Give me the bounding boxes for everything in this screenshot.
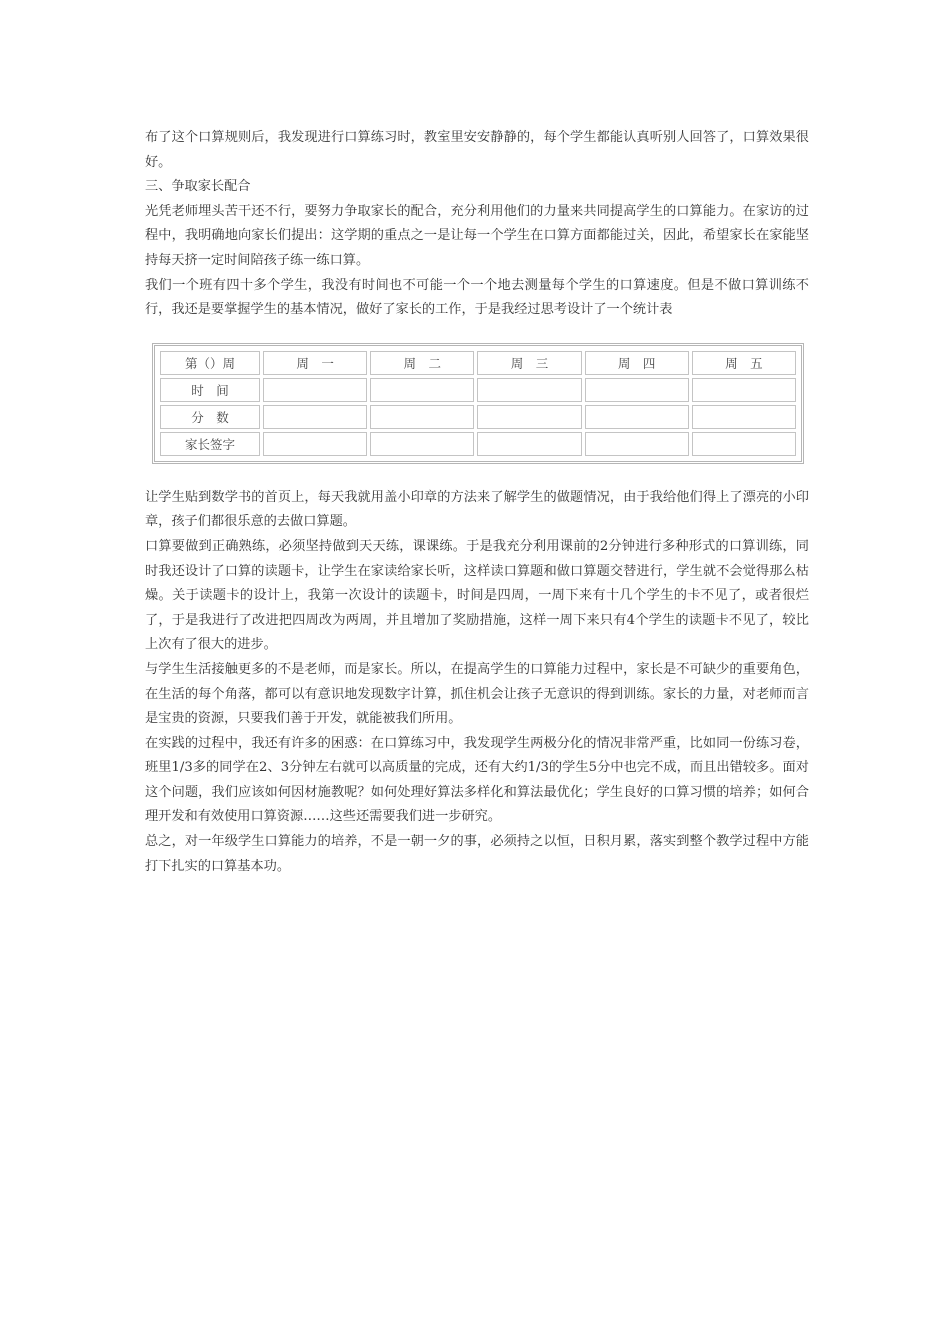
table-cell [692,432,796,456]
table-cell [370,405,474,429]
row-label: 时 间 [160,378,260,402]
table-cell [585,378,689,402]
table-row [160,378,796,402]
table-cell [477,378,581,402]
table-header-cell: 周 一 [263,351,367,375]
table-cell [477,432,581,456]
table-header-row [160,351,796,375]
section-heading: 三、争取家长配合 [145,179,251,195]
table-row [160,432,796,456]
paragraph: 在实践的过程中，我还有许多的困惑：在口算练习中，我发现学生两极分化的情况非常严重，比如同一份练习卷，班里1/3多的同学在2、3分钟左右就可以高质量的完成，还有大约1/3的学生5分中也完不成，而且出错较多。面对这个问题，我们应该如何因材施教呢？如何处理好算法多样化和算法最优化；学生良好的口算习惯的培养；如何合理开发和有效使用口算资源……这些还需要我们进一步研究。 [145,735,809,825]
paragraph: 我们一个班有四十多个学生，我没有时间也不可能一个一个地去测量每个学生的口算速度。但是不做口算训练不行，我还是要掌握学生的基本情况，做好了家长的工作，于是我经过思考设计了一个统计表 [145,277,809,318]
paragraph: 总之，对一年级学生口算能力的培养，不是一朝一夕的事，必须持之以恒，日积月累，落实到整个教学过程中方能打下扎实的口算基本功。 [145,834,809,874]
table-header-cell: 周 五 [692,351,796,375]
table-header-cell: 周 二 [370,351,474,375]
table-cell [477,405,581,429]
table-header-cell: 周 三 [477,351,581,375]
document-page [145,126,809,879]
table-cell [263,378,367,402]
table-cell [263,405,367,429]
paragraph: 与学生生活接触更多的不是老师，而是家长。所以，在提高学生的口算能力过程中，家长是不可缺少的重要角色，在生活的每个角落，都可以有意识地发现数字计算，抓住机会让孩子无意识的得到训练。家长的力量，对老师而言是宝贵的资源，只要我们善于开发，就能被我们所用。 [145,661,809,727]
table-cell [370,378,474,402]
table-cell [263,432,367,456]
table-cell [370,432,474,456]
row-label: 家长签字 [160,432,260,456]
row-label: 分 数 [160,405,260,429]
table-row [160,405,796,429]
table-cell [692,405,796,429]
paragraph: 光凭老师埋头苦干还不行，要努力争取家长的配合，充分利用他们的力量来共同提高学生的口算能力。在家访的过程中，我明确地向家长们提出：这学期的重点之一是让每一个学生在口算方面都能过关，因此，希望家长在家能坚持每天挤一定时间陪孩子练一练口算。 [145,203,809,268]
table-cell [692,378,796,402]
paragraph: 布了这个口算规则后，我发现进行口算练习时，教室里安安静静的，每个学生都能认真听别人回答了，口算效果很好。 [145,130,809,170]
paragraph: 让学生贴到数学书的首页上，每天我就用盖小印章的方法来了解学生的做题情况，由于我给他们得上了漂亮的小印章，孩子们都很乐意的去做口算题。 [145,489,809,530]
paragraph: 口算要做到正确熟练，必须坚持做到天天练，课课练。于是我充分利用课前的2分钟进行多种形式的口算训练，同时我还设计了口算的读题卡，让学生在家读给家长听，这样读口算题和做口算题交替进行，学生就不会觉得那么枯燥。关于读题卡的设计上，我第一次设计的读题卡，时间是四周，一周下来有十几个学生的卡不见了，或者很烂了，于是我进行了改进把四周改为两周，并且增加了奖励措施，这样一周下来只有4个学生的读题卡不见了，较比上次有了很大的进步。 [145,538,809,653]
table-cell [585,432,689,456]
table-header-cell: 第（）周 [160,351,260,375]
statistics-table [152,343,804,464]
table-cell [585,405,689,429]
table-header-cell: 周 四 [585,351,689,375]
